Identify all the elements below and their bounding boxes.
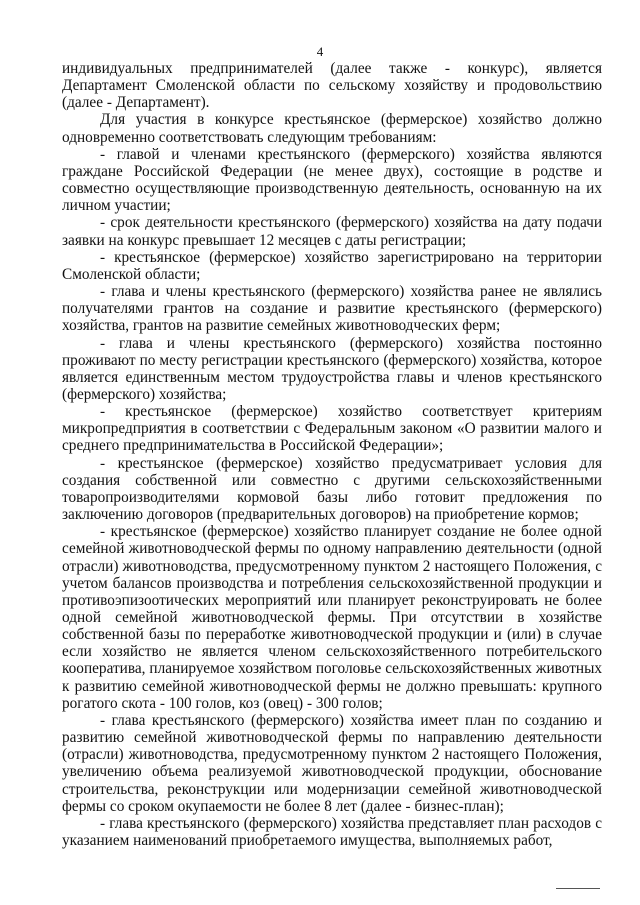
requirement-item: - крестьянское (фермерское) хозяйство соответствует критериям микропредприятия в соответствии с Федеральным законом «О развитии малого и среднего предпринимательства в Российской Федерации»; [62,403,602,455]
requirement-item: - глава и члены крестьянского (фермерского) хозяйства ранее не являлись получателями грантов на создание и развитие крестьянского (фермерского) хозяйства, грантов на развитие семейных животноводческих ферм; [62,283,602,335]
page-number: 4 [316,44,324,59]
requirement-item: - главой и членами крестьянского (фермерского) хозяйства являются граждане Российской Федерации (не менее двух), состоящие в родстве и совместно осуществляющие производственную деятельность, основанную на их личном участии; [62,145,602,215]
document-body [62,60,602,849]
paragraph-requirements-intro: Для участия в конкурсе крестьянское (фермерское) хозяйство должно одновременно соответствовать следующим требованиям: [62,111,602,146]
requirement-item: - крестьянское (фермерское) хозяйство планирует создание не более одной семейной животноводческой фермы по одному направлению деятельности (одной отрасли) животноводства, предусмотренному пунктом 2 настоящего Положения, с учетом балансов производства и потребления сельскохозяйственной продукции и противоэпизоотических мероприятий или планирует реконструировать не более одной семейной животноводческой фермы. При отсутствии в хозяйстве собственной базы по переработке животноводческой продукции и (или) в случае если хозяйство не является членом сельскохозяйственного потребительского кооператива, планируемое хозяйством поголовье сельскохозяйственных животных к развитию семейной животноводческой фермы не должно превышать: крупного рогатого скота - 100 голов, коз (овец) - 300 голов; [62,523,602,712]
requirement-item: - крестьянское (фермерское) хозяйство предусматривает условия для создания собственной или совместно с другими сельскохозяйственными товаропроизводителями кормовой базы либо готовит предложения по заключению договоров (предварительных договоров) на приобретение кормов; [62,454,602,524]
paragraph-continuation: индивидуальных предпринимателей (далее также - конкурс), является Департамент Смоленской области по сельскому хозяйству и продовольствию (далее - Департамент). [62,60,602,112]
requirement-item: - глава и члены крестьянского (фермерского) хозяйства постоянно проживают по месту регистрации крестьянского (фермерского) хозяйства, которое является единственным местом трудоустройства главы и членов крестьянского (фермерского) хозяйства; [62,334,602,403]
requirement-item: - глава крестьянского (фермерского) хозяйства представляет план расходов с указанием наименований приобретаемого имущества, выполняемых работ, [62,814,602,850]
requirement-item: - срок деятельности крестьянского (фермерского) хозяйства на дату подачи заявки на конкурс превышает 12 месяцев с даты регистрации; [62,214,602,249]
requirement-item: - крестьянское (фермерское) хозяйство зарегистрировано на территории Смоленской области; [62,248,602,283]
requirement-item: - глава крестьянского (фермерского) хозяйства имеет план по созданию и развитию семейной животноводческой фермы по направлению деятельности (отрасли) животноводства, предусмотренному пунктом 2 настоящего Положения, увеличению объема реализуемой животноводческой продукции, обоснование строительства, реконструкции или модернизации семейной животноводческой фермы со сроком окупаемости не более 8 лет (далее - бизнес-план); [62,711,602,815]
footer-rule [556,888,600,889]
